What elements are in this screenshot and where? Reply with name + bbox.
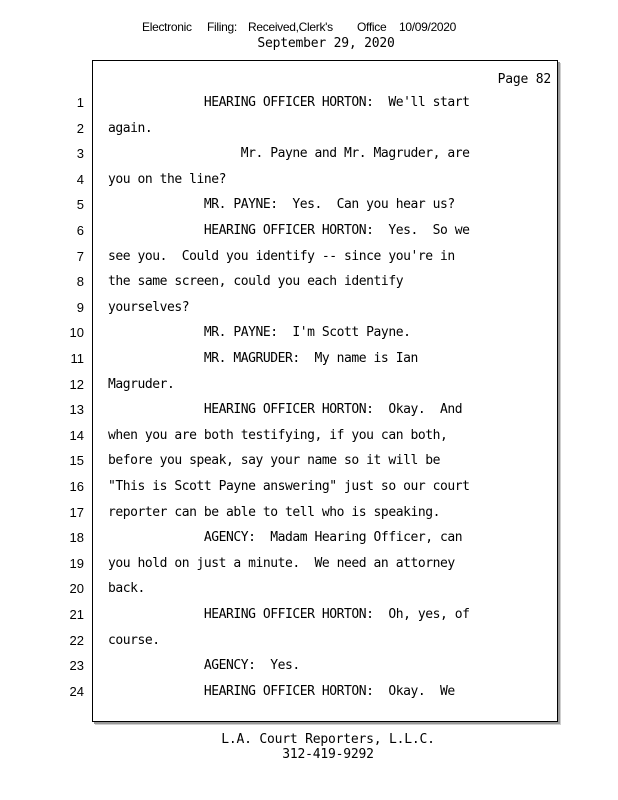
- line-number: 22: [69, 633, 84, 648]
- line-number: 23: [69, 658, 84, 673]
- filing-stamp-word-electronic: Electronic: [142, 20, 192, 34]
- line-number: 19: [69, 556, 84, 571]
- line-number: 8: [76, 274, 84, 289]
- line-number: 4: [76, 172, 84, 187]
- line-number: 10: [69, 325, 84, 340]
- transcript-line: HEARING OFFICER HORTON: Oh, yes, of: [108, 607, 470, 622]
- line-number: 15: [69, 453, 84, 468]
- footer: [0, 732, 618, 762]
- transcript-line: MR. MAGRUDER: My name is Ian: [108, 351, 418, 366]
- transcript-line: yourselves?: [108, 300, 190, 315]
- line-number: 9: [76, 300, 84, 315]
- transcript-line: again.: [108, 121, 153, 136]
- line-number: 20: [69, 581, 84, 596]
- transcript-line: Magruder.: [108, 377, 175, 392]
- transcript-line: before you speak, say your name so it will be: [108, 453, 440, 468]
- filing-stamp-date: 10/09/2020: [399, 20, 457, 34]
- filing-stamp-word-office: Office: [357, 20, 387, 34]
- line-number: 21: [69, 607, 84, 622]
- transcript-date: September 29, 2020: [257, 36, 395, 51]
- line-number: 14: [69, 428, 84, 443]
- line-number: 18: [69, 530, 84, 545]
- line-number: 24: [69, 684, 84, 699]
- transcript-line: AGENCY: Yes.: [108, 658, 300, 673]
- transcript-line: HEARING OFFICER HORTON: Yes. So we: [108, 223, 470, 238]
- line-number: 12: [69, 377, 84, 392]
- line-number: 5: [76, 197, 84, 212]
- line-number: 11: [70, 351, 84, 366]
- transcript-line: see you. Could you identify -- since you're in: [108, 249, 455, 264]
- filing-stamp: [0, 20, 618, 36]
- transcript-line: "This is Scott Payne answering" just so our court: [108, 479, 470, 494]
- line-number: 3: [76, 146, 84, 161]
- transcript-line: AGENCY: Madam Hearing Officer, can: [108, 530, 463, 545]
- transcript-line: you on the line?: [108, 172, 227, 187]
- line-number: 13: [69, 402, 84, 417]
- transcript-line: HEARING OFFICER HORTON: Okay. And: [108, 402, 463, 417]
- footer-company: L.A. Court Reporters, L.L.C.: [221, 732, 435, 747]
- line-number: 17: [69, 505, 84, 520]
- page-number: Page 82: [497, 72, 551, 87]
- transcript-line: reporter can be able to tell who is speaking.: [108, 505, 440, 520]
- line-number: 6: [76, 223, 84, 238]
- transcript-line: MR. PAYNE: Yes. Can you hear us?: [108, 197, 455, 212]
- line-number: 7: [76, 249, 84, 264]
- transcript-line: when you are both testifying, if you can both,: [108, 428, 448, 443]
- transcript-line: back.: [108, 581, 145, 596]
- transcript-line: course.: [108, 633, 160, 648]
- transcript-line: the same screen, could you each identify: [108, 274, 404, 289]
- line-number: 1: [76, 95, 84, 110]
- footer-phone: 312-419-9292: [282, 747, 374, 762]
- transcript-line: MR. PAYNE: I'm Scott Payne.: [108, 325, 411, 340]
- line-number: 2: [76, 121, 84, 136]
- line-number: 16: [69, 479, 84, 494]
- transcript-line: Mr. Payne and Mr. Magruder, are: [108, 146, 470, 161]
- transcript-line: HEARING OFFICER HORTON: We'll start: [108, 95, 470, 110]
- filing-stamp-word-received: Received,Clerk's: [248, 20, 333, 34]
- transcript-line: HEARING OFFICER HORTON: Okay. We: [108, 684, 455, 699]
- transcript-line: you hold on just a minute. We need an attorney: [108, 556, 455, 571]
- filing-stamp-word-filing: Filing:: [207, 20, 237, 34]
